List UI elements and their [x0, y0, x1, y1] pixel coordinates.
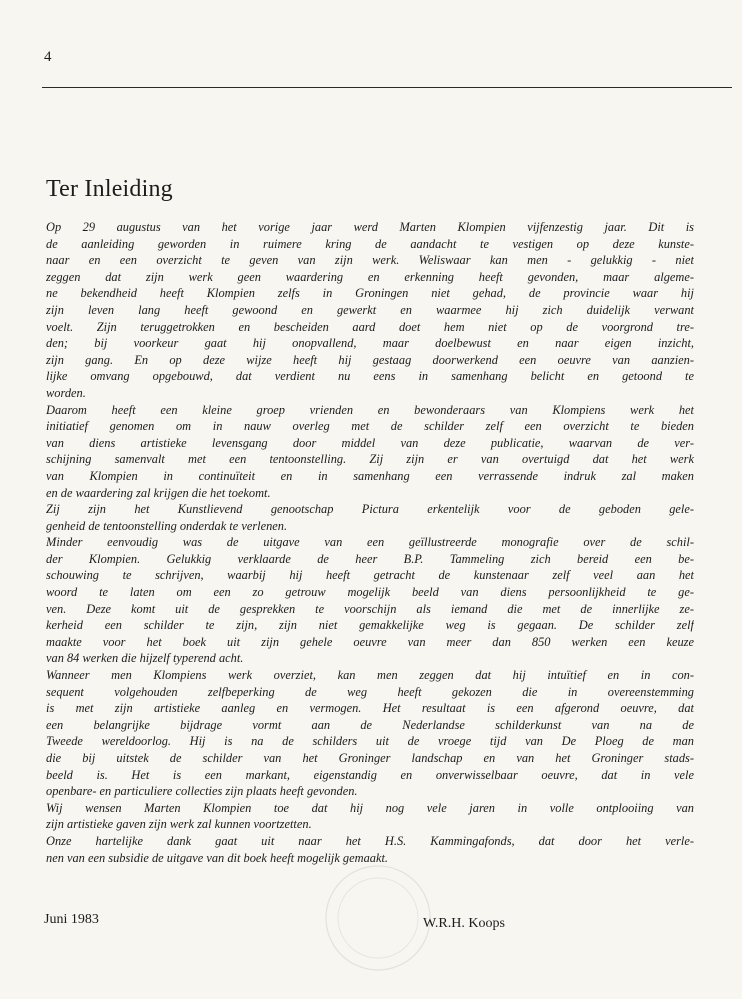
body-line: Wij wensen Marten Klompien toe dat hij nog vele jaren in volle ontplooiing van: [46, 800, 694, 815]
body-line: Op 29 augustus van het vorige jaar werd Marten Klompien vijfenzestig jaar. Dit is: [46, 220, 694, 234]
body-line: lijke omvang opgebouwd, dat verdient nu eens in samenhang belicht en getoond te: [46, 369, 694, 384]
body-line: Zij zijn het Kunstlievend genootschap Pictura erkentelijk voor de geboden gele-: [46, 502, 694, 517]
body-line: woord te laten om een zo getrouw mogelijk beeld van diens persoonlijkheid te ge-: [46, 585, 694, 600]
header-rule: [42, 87, 732, 88]
footer-author: W.R.H. Koops: [423, 916, 505, 931]
body-line: van Klompien in continuïteit en in samenhang een verrassende indruk zal maken: [46, 468, 694, 483]
body-line: zijn artistieke gaven zijn werk zal kunnen voortzetten.: [46, 817, 312, 832]
body-line: ne bekendheid heeft Klompien zelfs in Groningen niet gehad, de provincie waar hij: [46, 286, 694, 301]
body-line: kerheid een schilder te zijn, zijn niet gemakkelijke weg is gegaan. De schilder zelf: [46, 618, 694, 633]
body-line: genheid de tentoonstelling onderdak te verlenen.: [46, 518, 288, 533]
body-line: den; bij voorkeur gaat hij onopvallend, maar doelbewust en naar eigen inzicht,: [46, 336, 694, 351]
body-line: schouwing te schrijven, waarbij hij heeft getracht de kunstenaar zelf veel aan het: [46, 568, 694, 583]
body-line: naar en een overzicht te geven van zijn werk. Weliswaar kan men - gelukkig - niet: [46, 253, 694, 268]
body-line: schijning samenvalt met een tentoonstelling. Zij zijn er van overtuigd dat het werk: [46, 452, 694, 467]
body-line: ven. Deze komt uit de gesprekken te voorschijn als iemand die met de innerlijke ze-: [46, 601, 694, 616]
body-line: zeggen dat zijn werk geen waardering en erkenning heeft gevonden, maar algeme-: [46, 269, 694, 284]
body-line: nen van een subsidie de uitgave van dit boek heeft mogelijk gemaakt.: [46, 850, 389, 865]
page-title: Ter Inleiding: [46, 176, 173, 202]
body-line: zijn gang. En op deze wijze heeft hij gestaag doorwerkend een oeuvre van aanzien-: [46, 352, 694, 367]
body-line: Onze hartelijke dank gaat uit naar het H.S. Kammingafonds, dat door het verle-: [46, 833, 694, 848]
body-line: die bij uitstek de schilder van het Groninger landschap en van het Groninger stads-: [46, 751, 694, 765]
library-stamp-icon: [318, 858, 438, 978]
body-line: van 84 werken die hijzelf typerend acht.: [46, 651, 244, 666]
body-line: van diens artistieke levensgang door middel van deze publicatie, waarvan de ver-: [46, 435, 694, 450]
page-number: 4: [44, 49, 52, 65]
body-line: de aanleiding geworden in ruimere kring de aandacht te vestigen op deze kunste-: [46, 236, 694, 251]
body-line: Tweede wereldoorlog. Hij is na de schilders uit de vroege tijd van De Ploeg de man: [46, 734, 694, 749]
body-line: openbare- en particuliere collecties zijn plaats heeft gevonden.: [46, 784, 358, 799]
body-line: sequent volgehouden zelfbeperking de weg heeft gekozen die in overeenstemming: [46, 684, 694, 699]
body-line: beeld is. Het is een markant, eigenstandig en onverwisselbaar oeuvre, dat in vele: [46, 767, 694, 782]
footer-date: Juni 1983: [44, 912, 99, 927]
body-line: een belangrijke bijdrage vormt aan de Nederlandse schilderkunst van na de: [46, 717, 694, 732]
body-line: en de waardering zal krijgen die het toekomt.: [46, 485, 271, 500]
body-text: [46, 219, 694, 866]
body-line: is met zijn artistieke aanleg en vermogen. Het resultaat is een afgerond oeuvre, dat: [46, 701, 694, 716]
body-line: Wanneer men Klompiens werk overziet, kan men zeggen dat hij intuïtief en in con-: [46, 668, 694, 683]
body-line: zijn leven lang heeft gewoond en gewerkt en waarmee hij zich duidelijk verwant: [46, 302, 694, 317]
body-line: maakte voor het boek uit zijn gehele oeuvre van meer dan 850 werken een keuze: [46, 634, 694, 649]
body-line: Minder eenvoudig was de uitgave van een geïllustreerde monografie over de schil-: [46, 535, 694, 550]
body-line: voelt. Zijn teruggetrokken en bescheiden aard doet hem niet op de voorgrond tre-: [46, 319, 694, 334]
body-line: initiatief genomen om in nauw overleg met de schilder zelf een overzicht te bieden: [46, 419, 694, 434]
body-line: der Klompien. Gelukkig verklaarde de heer B.P. Tammeling zich bereid een be-: [46, 551, 694, 566]
body-line: Daarom heeft een kleine groep vrienden en bewonderaars van Klompiens werk het: [46, 402, 694, 417]
body-line: worden.: [46, 385, 86, 400]
